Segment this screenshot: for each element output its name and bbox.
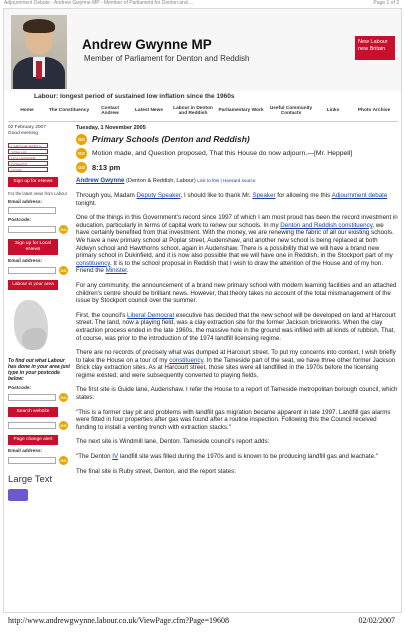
speaker-link[interactable]: Speaker	[252, 192, 276, 199]
adjournment-debate-link[interactable]: Adjournment debate	[331, 192, 388, 199]
email-input[interactable]	[8, 207, 56, 214]
paragraph-9: "The Denton IV landfill site was filled during the 1970s and is known to be producing landfill gas and leachate."	[76, 453, 378, 461]
accessibility-badge-icon	[8, 489, 28, 501]
main-content	[76, 125, 398, 475]
motion-text: Motion made, and Question proposed, That this House do now adjourn.—[Mr. Heppell]	[92, 150, 353, 157]
sidebar	[8, 125, 70, 501]
email-label-2: Email address:	[8, 259, 43, 264]
menu-donate[interactable]: DONATE	[8, 161, 48, 166]
paragraph-10: The final site is Ruby street, Denton, and the report states:	[76, 467, 236, 475]
browser-header-title: Adjournment Debate - Andrew Gwynne MP - Member of Parliament for Denton and ...	[4, 0, 194, 6]
search-input[interactable]	[8, 422, 56, 429]
paragraph-3: For any community, the announcement of a brand new primary school with modern learning facilities and an attached children's centre should be brilliant news. However, that theory takes no account of the total mismanagement of the issue by Stockport council over the summer.	[76, 281, 397, 305]
debate-title: Primary Schools (Denton and Reddish)	[92, 134, 250, 144]
nav-parliamentary-work[interactable]: Parliamentary Work	[218, 108, 264, 114]
email-label-3: Email address:	[8, 449, 43, 454]
nav-divider	[8, 121, 398, 122]
local-enews-button[interactable]: Sign up for Local eNews	[8, 239, 58, 255]
go-button-3[interactable]: GO	[60, 395, 67, 400]
go-button-5[interactable]: GO	[60, 458, 67, 463]
debate-icon: GO	[76, 134, 87, 145]
email-label: Email address:	[8, 200, 43, 205]
nav-constituency[interactable]: The Constituency	[48, 108, 90, 114]
footer-date: 02/02/2007	[358, 616, 395, 625]
constituency-link-2[interactable]: constituency	[76, 259, 110, 267]
nav-contact[interactable]: Contact Andrew	[101, 105, 119, 116]
slogan: Labour: longest period of sustained low inflation since the 1960s	[34, 93, 235, 100]
site-subtitle: Member of Parliament for Denton and Reddish	[84, 54, 250, 63]
party-menu	[8, 143, 48, 172]
paragraph-1: Through you, Madam Deputy Speaker, I should like to thank Mr. Speaker for allowing me this Adjournment debate tonight.	[76, 192, 388, 207]
site-header	[4, 9, 401, 91]
menu-volunteer[interactable]: VOLUNTEER	[8, 155, 48, 160]
labour-area-button[interactable]: Labour in your area	[8, 280, 58, 290]
enews-note: For the latest news from Labour	[8, 191, 68, 196]
paragraph-7: "This is a former clay pit and problems with landfill gas migration became apparent in late 1997. Landfill gas alarms were fitted in four properties after gas was found after a routine inspection. Following this the Council received funding to install a venting trench with extraction stacks."	[76, 408, 391, 431]
menu-vote[interactable]: VOTE	[8, 167, 48, 172]
nav-links[interactable]: Links	[326, 108, 340, 114]
large-text-link[interactable]: Large Text	[8, 474, 53, 485]
main-nav	[8, 102, 398, 120]
nav-home[interactable]: Home	[20, 108, 34, 114]
menu-labour-party[interactable]: LABOUR PARTY	[8, 143, 48, 148]
search-website-button[interactable]: Search website	[8, 407, 58, 417]
speaker-name-link[interactable]: Andrew Gwynne	[76, 177, 125, 184]
nav-labour-local[interactable]: Labour in Denton and Reddish	[173, 105, 213, 116]
labour-logo[interactable]: New Labour new Britain	[355, 36, 395, 60]
speaker-line	[76, 177, 398, 185]
postcode-label: Postcode:	[8, 218, 32, 223]
go-button-4[interactable]: GO	[60, 423, 67, 428]
greeting: Good evening	[8, 131, 38, 136]
constituency-link-3[interactable]: constituency	[169, 356, 204, 364]
uk-map-icon	[8, 298, 54, 354]
motion-icon: GO	[76, 148, 87, 159]
paragraph-2: One of the things in this Government's record since 1997 of which I am most proud has been the record investment in education, particularly in terms of capital work to renew our schools. In my Denton and Reddish constituency, we have certainly benefited from that investment. With the money, we are renewing the fabric of all our existing schools. We have a new primary school at Poplar street, Audenshaw, and another new school is being replaced at both Aldwyn school and Hawthorns school, again in Audenshaw. There is a possibility that we will have a brand new primary school in Dukinfield, and it is now also possible that we will have one in Reddish, in the Stockport part of my constituency. It is to the school proposal in Reddish that I wish to draw the attention of the House and of my hon. Friend the Minister.	[76, 214, 398, 275]
go-button[interactable]: GO	[60, 227, 67, 232]
paragraph-8: The next site is Windmill lane, Denton. Tameside council's report adds:	[76, 438, 270, 446]
speaker-affiliation: (Denton & Reddish, Labour)	[126, 178, 196, 184]
footer-url: http://www.andrewgwynne.labour.co.uk/ViewPage.cfm?Page=19608	[8, 616, 230, 625]
enews-signup-button[interactable]: Sign up for eNews	[8, 177, 58, 187]
nav-latest-news[interactable]: Latest News	[135, 108, 163, 114]
page	[3, 8, 402, 613]
postcode-input-2[interactable]	[8, 394, 56, 401]
menu-join-us[interactable]: JOIN US	[8, 149, 48, 154]
paragraph-4: First, the council's Liberal Democrat executive has decided that the new school will be developed on land at Harcourt street. The land, now a playing field, was a clay extraction site for the former Jackson brickworks. When the clay extraction process ended in the late 1960s, the massive hole in the ground was infilled with all kinds of rubbish. That, of course, was prior to the introduction of the 1974 landfill licensing regime.	[76, 311, 396, 342]
site-title: Andrew Gwynne MP	[82, 37, 212, 52]
nav-photo-archive[interactable]: Photo Archive	[357, 108, 391, 114]
postcode-prompt: To find out what Labour has done in your area just type in your postcode below:	[8, 358, 70, 382]
minister-link[interactable]: Minister	[105, 267, 127, 275]
email-input-2[interactable]	[8, 267, 56, 274]
postcode-label-2: Postcode:	[8, 386, 32, 391]
mp-portrait	[11, 15, 67, 89]
current-date: 02 February 2007	[8, 125, 46, 130]
paragraph-5: There are no records of precisely what was dumped at Harcourt street. To put my concerns into context, I wish briefly to take the House on a tour of my constituency. In the Tameside part of the seat, we have three other former Jackson Brick clay extraction sites. As at Harcourt street, those sites were all landfilled in the 1970s before the licensing regime existed, and were subsequently converted to playing fields.	[76, 349, 396, 379]
go-button-2[interactable]: GO	[60, 268, 67, 273]
debate-date: Tuesday, 1 November 2005	[76, 125, 146, 131]
page-change-alert-button[interactable]: Page change alert	[8, 435, 58, 445]
debate-time: 8:13 pm	[92, 163, 121, 172]
browser-header-page: Page 1 of 3	[373, 0, 399, 6]
constituency-link[interactable]: Denton and Reddish constituency	[280, 221, 373, 229]
browser-header	[4, 0, 401, 8]
deputy-speaker-link[interactable]: Deputy Speaker	[136, 192, 181, 199]
paragraph-6: The first site is Guide lane, Audenshaw. I refer the House to a report of Tameside metropolitan borough council, which states:	[76, 386, 398, 402]
postcode-input[interactable]	[8, 226, 56, 233]
speaker-links[interactable]: Link to this | Hansard source	[197, 178, 256, 183]
iv-link[interactable]: IV	[112, 453, 119, 461]
liberal-democrat-link[interactable]: Liberal Democrat	[127, 311, 175, 319]
email-input-3[interactable]	[8, 457, 56, 464]
nav-community-contacts[interactable]: Useful Community Contacts	[269, 105, 313, 116]
time-icon: GO	[76, 162, 87, 173]
